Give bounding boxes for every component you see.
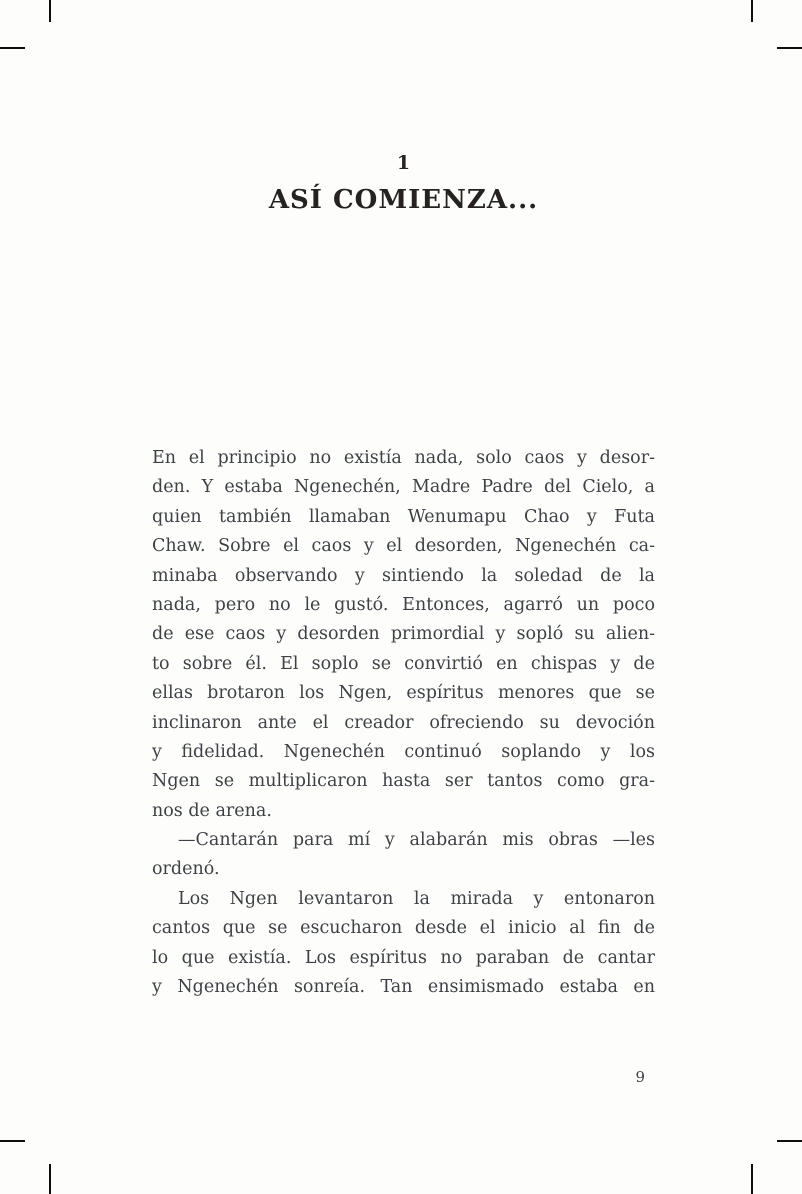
crop-mark-top-left-vertical-icon <box>49 0 51 22</box>
text-line: inclinaron ante el creador ofreciendo su devoción <box>152 712 655 733</box>
text-line: den. Y estaba Ngenechén, Madre Padre del Cielo, a <box>152 477 655 498</box>
text-line: En el principio no existía nada, solo caos y desor- <box>152 448 655 468</box>
crop-mark-bottom-left-horizontal-icon <box>0 1140 25 1142</box>
text-line: y fidelidad. Ngenechén continuó soplando y los <box>152 741 655 762</box>
crop-mark-top-left-horizontal-icon <box>0 47 25 49</box>
text-line: lo que existía. Los espíritus no paraban de cantar <box>152 947 655 968</box>
text-line: nos de arena. <box>152 800 272 821</box>
text-line: Los Ngen levantaron la mirada y entonaron <box>178 888 655 909</box>
text-line: quien también llamaban Wenumapu Chao y Futa <box>152 506 655 527</box>
crop-mark-bottom-left-vertical-icon <box>49 1164 51 1194</box>
text-line: nada, pero no le gustó. Entonces, agarró un poco <box>152 594 655 615</box>
chapter-number: 1 <box>396 152 411 174</box>
text-line: de ese caos y desorden primordial y sopló su alien- <box>152 624 655 645</box>
chapter-title: ASÍ COMIENZA... <box>268 185 539 215</box>
crop-mark-top-right-vertical-icon <box>751 0 753 22</box>
text-line: y Ngenechén sonreía. Tan ensimismado estaba en <box>152 977 655 998</box>
page-number: 9 <box>635 1068 645 1086</box>
text-line: Chaw. Sobre el caos y el desorden, Ngenechén ca- <box>152 536 655 557</box>
text-line: ellas brotaron los Ngen, espíritus menores que se <box>152 683 655 704</box>
crop-mark-bottom-right-horizontal-icon <box>777 1140 802 1142</box>
text-line: cantos que se escucharon desde el inicio al fin de <box>152 918 655 939</box>
text-line: ordenó. <box>152 859 220 880</box>
text-line: minaba observando y sintiendo la soledad de la <box>152 565 655 586</box>
text-line: to sobre él. El soplo se convirtió en chispas y de <box>152 653 655 674</box>
crop-mark-top-right-horizontal-icon <box>777 47 802 49</box>
body-text <box>152 444 655 1002</box>
text-line: Ngen se multiplicaron hasta ser tantos como gra- <box>152 771 655 792</box>
crop-mark-bottom-right-vertical-icon <box>751 1164 753 1194</box>
text-line: —Cantarán para mí y alabarán mis obras —les <box>178 830 655 851</box>
